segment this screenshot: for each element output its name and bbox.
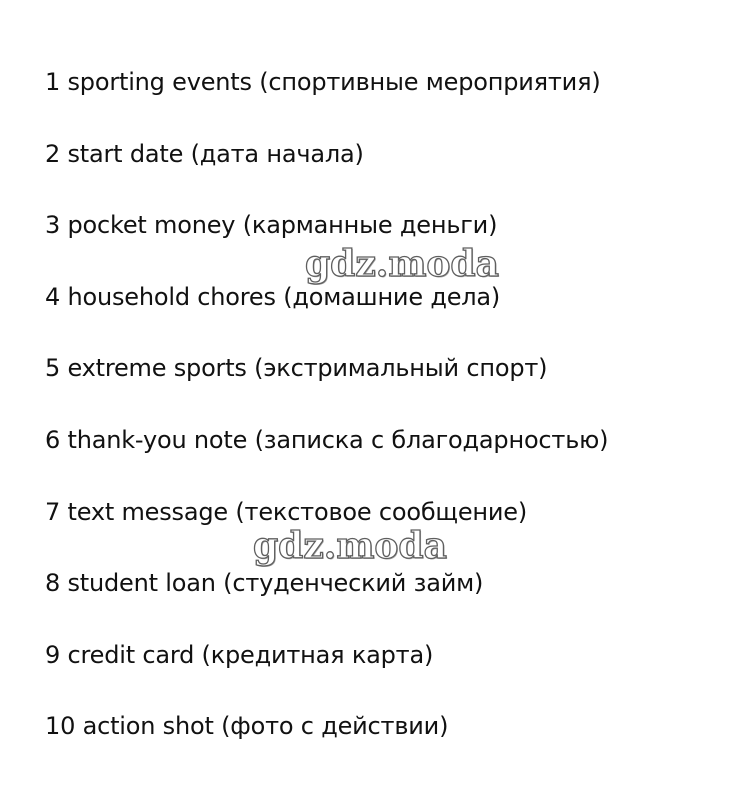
list-item: 3 pocket money (карманные деньги) xyxy=(45,211,498,240)
list-item: 6 thank-you note (записка с благодарностью) xyxy=(45,425,609,454)
list-item: 4 household chores (домашние дела) xyxy=(45,282,501,311)
list-item: 1 sporting events (спортивные мероприятия) xyxy=(45,68,601,96)
watermark: gdz.moda xyxy=(305,243,499,285)
list-item: 10 action shot (фото с действии) xyxy=(45,712,449,741)
list-item: 7 text message (текстовое сообщение) xyxy=(45,497,528,526)
watermark: gdz.moda xyxy=(253,525,447,567)
list-item: 8 student loan (студенческий займ) xyxy=(45,569,484,598)
list-item: 5 extreme sports (экстримальный спорт) xyxy=(45,354,548,383)
vocabulary-list xyxy=(45,64,608,780)
list-item: 9 credit card (кредитная карта) xyxy=(45,640,434,669)
list-item: 2 start date (дата начала) xyxy=(45,139,364,168)
